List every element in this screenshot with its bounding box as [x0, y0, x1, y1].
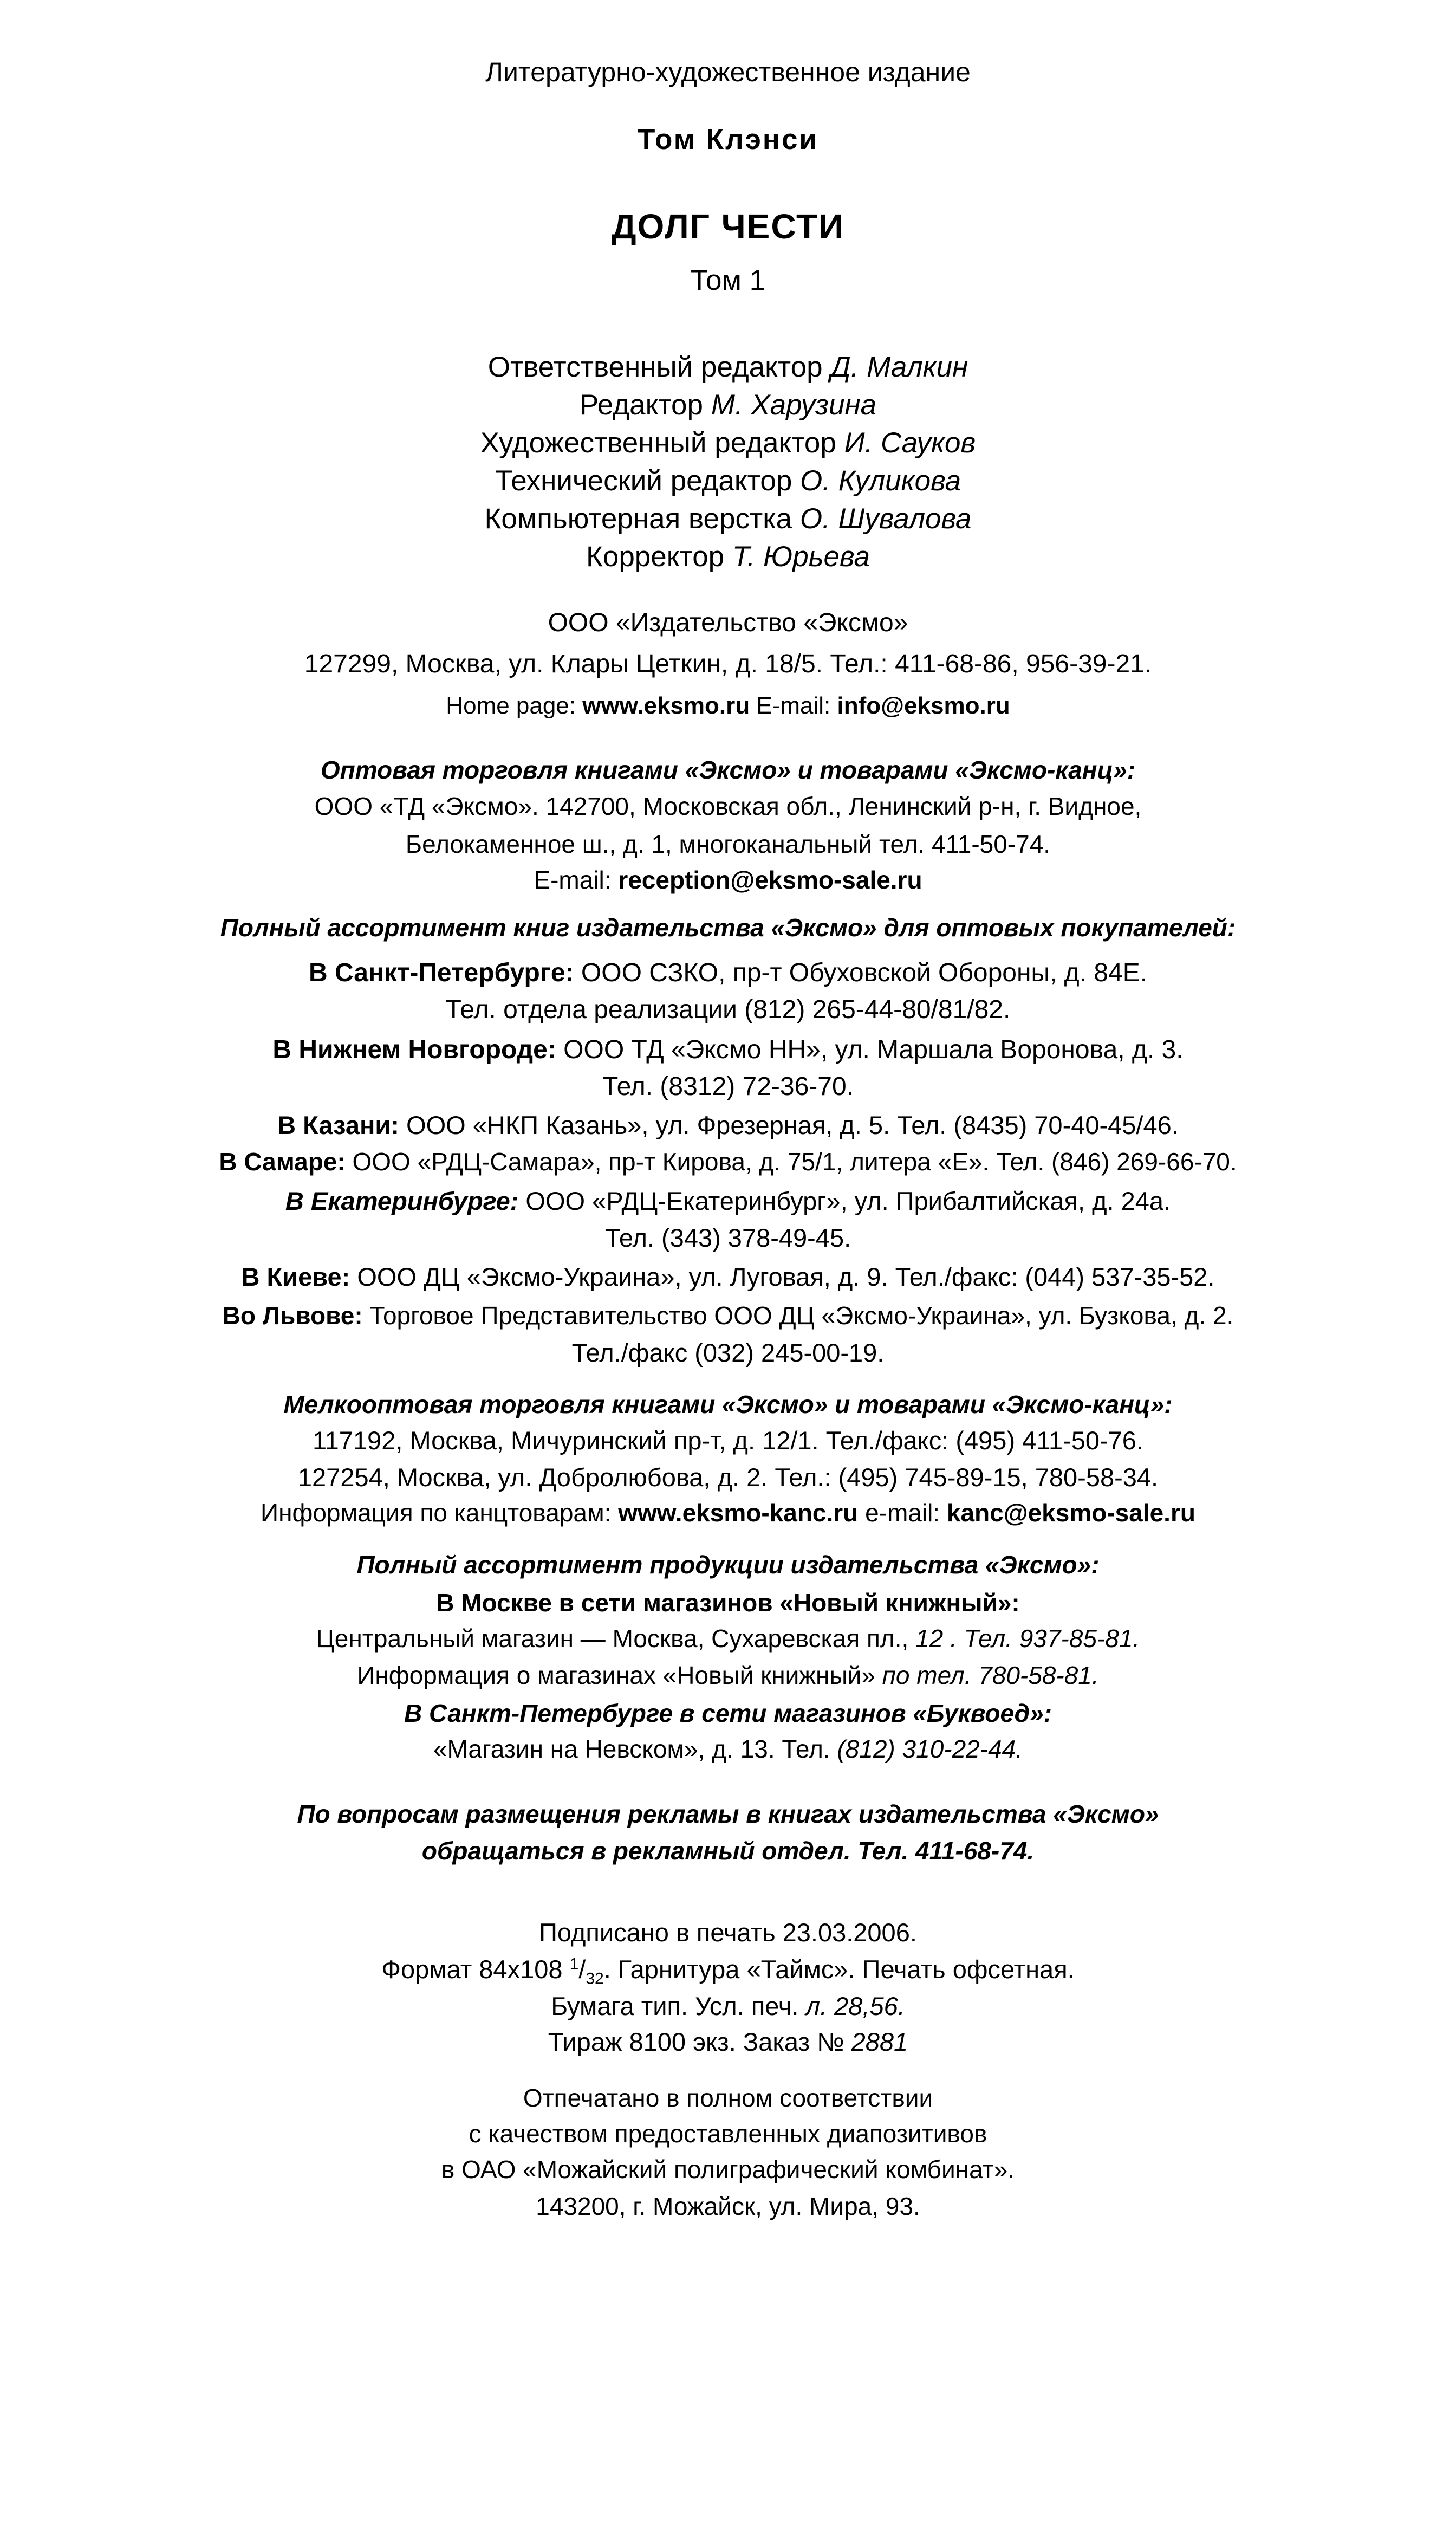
homepage-label: Home page: — [446, 692, 576, 719]
info-text: Информация о магазинах «Новый книжный» — [357, 1661, 875, 1689]
credit-role: Редактор — [579, 389, 703, 421]
small-wholesale-heading: Мелкооптовая торговля книгами «Эксмо» и товарами «Эксмо-канц»: — [283, 1390, 1173, 1418]
branch-city: В Санкт-Петербурге: — [308, 958, 574, 987]
branch-city: В Нижнем Новгороде: — [272, 1035, 556, 1064]
volume-number: Том 1 — [690, 264, 766, 296]
branch-city: В Казани: — [277, 1111, 399, 1139]
branch-samara — [0, 1148, 1456, 1176]
branch-details: ООО «РДЦ-Екатеринбург», ул. Прибалтийская, д. 24а. — [525, 1187, 1171, 1215]
email-link: info@eksmo.ru — [837, 692, 1010, 719]
branch-details: ООО СЗКО, пр-т Обуховской Обороны, д. 84Е. — [581, 958, 1148, 987]
email-label: e-mail: — [865, 1499, 940, 1527]
spb-stores-heading: В Санкт-Петербурге в сети магазинов «Буквоед»: — [404, 1699, 1052, 1727]
credit-line — [0, 503, 1456, 536]
format-details: . Гарнитура «Таймс». Печать офсетная. — [603, 1955, 1075, 1984]
wholesale-email-line — [0, 866, 1456, 895]
printer-line: Отпечатано в полном соответствии — [523, 2084, 933, 2112]
credit-line — [0, 351, 1456, 384]
branch-spb — [0, 958, 1456, 988]
branch-details: ООО ТД «Эксмо НН», ул. Маршала Воронова, д. 3. — [563, 1035, 1184, 1064]
paper-text: Бумага тип. Усл. печ. — [551, 1992, 799, 2020]
email-label: E-mail: — [534, 866, 612, 894]
branch-city: В Киеве: — [241, 1262, 350, 1291]
stationery-site: www.eksmo-kanc.ru — [618, 1499, 859, 1527]
store-phone: (812) 310-22-44. — [837, 1735, 1023, 1763]
credit-role: Ответственный редактор — [487, 351, 823, 383]
print-run-line — [0, 2027, 1456, 2057]
credit-role: Корректор — [586, 541, 725, 573]
order-number: 2881 — [851, 2027, 908, 2056]
branch-city: В Самаре: — [219, 1148, 346, 1176]
moscow-store-line — [0, 1624, 1456, 1653]
format-size: Формат 84x108 — [381, 1955, 563, 1984]
wholesale-line: ООО «ТД «Эксмо». 142700, Московская обл., Ленинский р-н, г. Видное, — [314, 792, 1142, 820]
credit-name: О. Куликова — [800, 465, 961, 497]
wholesale-heading: Оптовая торговля книгами «Эксмо» и товарами «Эксмо-канц»: — [320, 756, 1136, 784]
email-label: E-mail: — [756, 692, 831, 719]
book-title: ДОЛГ ЧЕСТИ — [611, 207, 845, 246]
publisher-name: ООО «Издательство «Эксмо» — [548, 608, 908, 637]
small-wholesale-line: 117192, Москва, Мичуринский пр-т, д. 12/1. Тел./факс: (495) 411-50-76. — [312, 1426, 1144, 1455]
spb-store-line — [0, 1735, 1456, 1764]
retail-heading: Полный ассортимент продукции издательства «Эксмо»: — [356, 1551, 1100, 1579]
paper-sheets: л. 28,56. — [805, 1992, 905, 2020]
credit-line — [0, 541, 1456, 574]
run-text: Тираж 8100 экз. Заказ № — [548, 2027, 844, 2056]
edition-type: Литературно-художественное издание — [485, 57, 971, 87]
format-numerator: 1 — [569, 1955, 579, 1973]
credit-role: Компьютерная верстка — [484, 503, 792, 535]
branch-nn — [0, 1035, 1456, 1065]
info-phone: по тел. 780-58-81. — [882, 1661, 1099, 1689]
paper-line — [0, 1992, 1456, 2021]
moscow-stores-heading: В Москве в сети магазинов «Новый книжный»: — [436, 1589, 1020, 1617]
printer-address: 143200, г. Можайск, ул. Мира, 93. — [536, 2192, 920, 2220]
publisher-contacts — [0, 692, 1456, 720]
publisher-address: 127299, Москва, ул. Клары Цеткин, д. 18/5. Тел.: 411-68-86, 956-39-21. — [304, 650, 1152, 678]
wholesale-line: Белокаменное ш., д. 1, многоканальный тел. 411-50-74. — [405, 830, 1051, 858]
credit-name: О. Шувалова — [800, 503, 972, 535]
branch-lviv-phone: Тел./факс (032) 245-00-19. — [571, 1338, 885, 1367]
advertising-line: По вопросам размещения рекламы в книгах издательства «Эксмо» — [297, 1800, 1159, 1828]
signed-to-print: Подписано в печать 23.03.2006. — [539, 1918, 917, 1947]
stationery-info — [0, 1499, 1456, 1527]
branch-ekb-phone: Тел. (343) 378-49-45. — [604, 1223, 851, 1252]
homepage-link: www.eksmo.ru — [582, 692, 750, 719]
moscow-info-line — [0, 1661, 1456, 1690]
author-name: Том Клэнси — [638, 124, 818, 155]
branch-kiev — [0, 1262, 1456, 1292]
branch-kazan — [0, 1111, 1456, 1140]
stationery-label: Информация по канцтоварам: — [261, 1499, 612, 1527]
credit-name: И. Сауков — [844, 427, 976, 459]
store-phone: 12 . Тел. 937-85-81. — [915, 1624, 1140, 1653]
credit-name: Д. Малкин — [830, 351, 968, 383]
wholesale-email: reception@eksmo-sale.ru — [618, 866, 922, 894]
branch-ekb — [0, 1187, 1456, 1216]
printer-line: в ОАО «Можайский полиграфический комбинат». — [441, 2155, 1015, 2183]
branch-lviv — [0, 1301, 1456, 1330]
credit-line — [0, 427, 1456, 460]
branch-nn-phone: Тел. (8312) 72-36-70. — [602, 1072, 854, 1101]
printer-line: с качеством предоставленных диапозитивов — [469, 2120, 987, 2148]
branch-city: Во Львове: — [222, 1301, 363, 1330]
credit-line — [0, 465, 1456, 498]
store-address: Центральный магазин — Москва, Сухаревская пл., — [316, 1624, 909, 1653]
credit-line — [0, 389, 1456, 422]
branch-details: ООО ДЦ «Эксмо-Украина», ул. Луговая, д. 9. Тел./факс: (044) 537-35-52. — [357, 1262, 1215, 1291]
stationery-email: kanc@eksmo-sale.ru — [946, 1499, 1195, 1527]
format-line: Формат 84x108 $^1/_{32}$. Гарнитура «Таймс». Печать офсетная. — [381, 1955, 1075, 1988]
branch-details: Торговое Представительство ООО ДЦ «Эксмо-Украина», ул. Бузкова, д. 2. — [369, 1301, 1234, 1330]
small-wholesale-line: 127254, Москва, ул. Добролюбова, д. 2. Тел.: (495) 745-89-15, 780-58-34. — [297, 1463, 1159, 1492]
credit-name: Т. Юрьева — [732, 541, 870, 573]
branch-details: ООО «НКП Казань», ул. Фрезерная, д. 5. Тел. (8435) 70-40-45/46. — [406, 1111, 1179, 1139]
credit-role: Технический редактор — [495, 465, 792, 497]
credit-role: Художественный редактор — [480, 427, 836, 459]
format-denominator: 32 — [586, 1969, 604, 1988]
advertising-line: обращаться в рекламный отдел. Тел. 411-68-74. — [421, 1837, 1035, 1865]
branch-city: В Екатеринбурге: — [285, 1187, 519, 1215]
store-address: «Магазин на Невском», д. 13. Тел. — [433, 1735, 830, 1763]
credit-name: М. Харузина — [711, 389, 877, 421]
branch-spb-phone: Тел. отдела реализации (812) 265-44-80/81/82. — [445, 995, 1011, 1024]
branch-details: ООО «РДЦ-Самара», пр-т Кирова, д. 75/1, литера «Е». Тел. (846) 269-66-70. — [352, 1148, 1237, 1176]
full-assortment-heading: Полный ассортимент книг издательства «Эксмо» для оптовых покупателей: — [220, 913, 1236, 942]
